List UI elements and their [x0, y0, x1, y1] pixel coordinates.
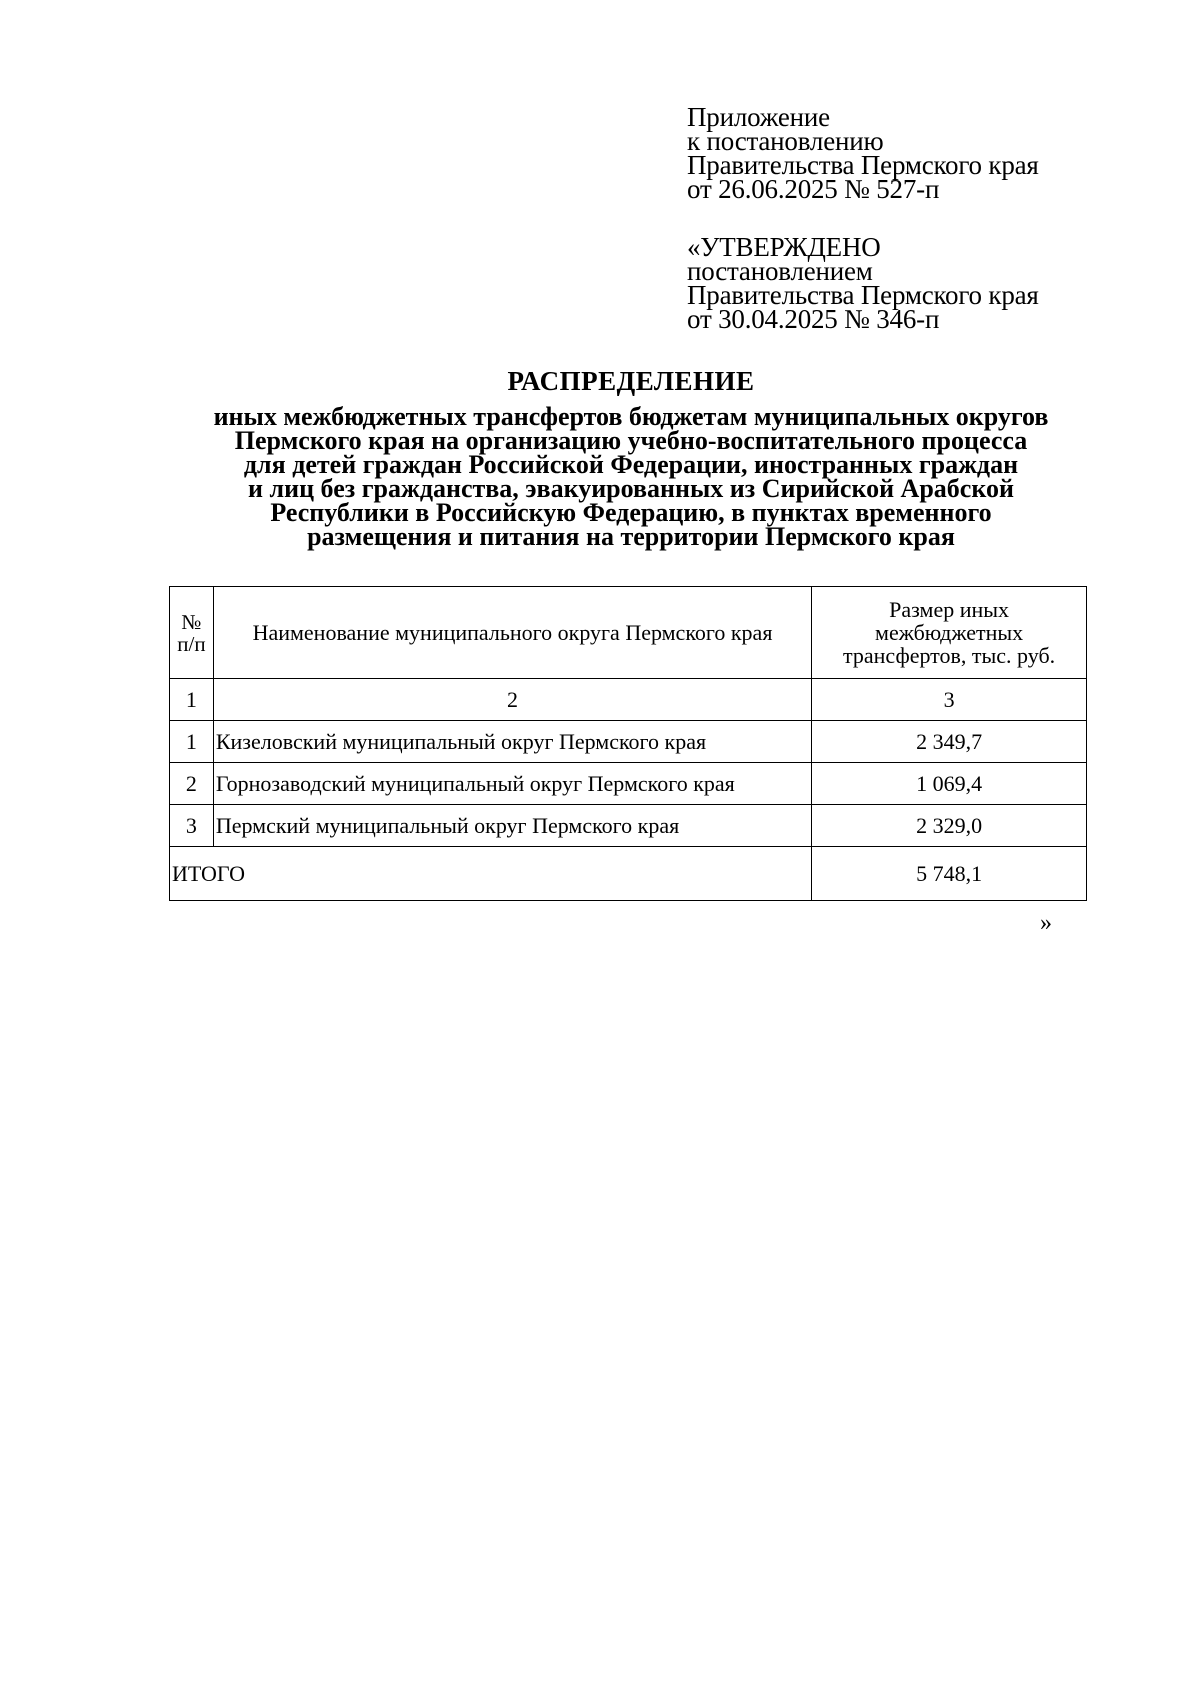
subtitle-line: и лиц без гражданства, эвакуированных из Сирийской Арабской — [248, 474, 1014, 503]
closing-quote-mark: » — [1040, 910, 1052, 936]
row-amount: 1 069,4 — [812, 763, 1087, 805]
appendix-line-3: Правительства Пермского края — [687, 150, 1039, 180]
total-amount: 5 748,1 — [812, 847, 1087, 901]
subtitle-line: Пермского края на организацию учебно-воспитательного процесса — [234, 426, 1028, 455]
header-amount-line-2: межбюджетных — [875, 620, 1024, 645]
header-amount-line-3: трансфертов, тыс. руб. — [843, 643, 1056, 668]
document-title: РАСПРЕДЕЛЕНИЕ — [507, 366, 755, 396]
row-municipality: Пермский муниципальный округ Пермского края — [213, 805, 811, 847]
header-transfer-amount — [812, 587, 1087, 679]
subtitle-line: размещения и питания на территории Пермского края — [307, 522, 955, 551]
row-number: 1 — [170, 721, 214, 763]
approved-line-2: постановлением — [687, 256, 873, 286]
approved-line-3: Правительства Пермского края — [687, 280, 1039, 310]
header-number — [170, 587, 214, 679]
approved-line-1: «УТВЕРЖДЕНО — [687, 232, 881, 262]
appendix-line-4: от 26.06.2025 № 527-п — [687, 174, 940, 204]
row-municipality: Горнозаводский муниципальный округ Пермского края — [213, 763, 811, 805]
total-row — [170, 847, 1087, 901]
subtitle-line: иных межбюджетных трансфертов бюджетам муниципальных округов — [213, 402, 1049, 431]
header-amount-line-1: Размер иных — [889, 597, 1010, 622]
header-number-line-2: п/п — [177, 631, 206, 656]
table-row — [170, 805, 1087, 847]
row-amount: 2 349,7 — [812, 721, 1087, 763]
subtitle-line: Республики в Российскую Федерацию, в пунктах временного — [270, 498, 992, 527]
header-number-line-1: № — [181, 609, 202, 634]
document-subtitle — [160, 402, 1102, 551]
appendix-line-1: Приложение — [687, 102, 830, 132]
total-label: ИТОГО — [170, 847, 812, 901]
row-amount: 2 329,0 — [812, 805, 1087, 847]
appendix-reference — [687, 102, 1107, 204]
header-municipality-name: Наименование муниципального округа Пермского края — [213, 587, 811, 679]
table-header-row — [170, 587, 1087, 679]
row-number: 3 — [170, 805, 214, 847]
table-row — [170, 763, 1087, 805]
appendix-line-2: к постановлению — [687, 126, 884, 156]
table-row — [170, 721, 1087, 763]
approval-stamp-text — [687, 232, 1107, 334]
approved-line-4: от 30.04.2025 № 346-п — [687, 304, 940, 334]
column-index-cell: 2 — [213, 679, 811, 721]
distribution-table — [169, 586, 1087, 901]
row-municipality: Кизеловский муниципальный округ Пермского края — [213, 721, 811, 763]
row-number: 2 — [170, 763, 214, 805]
column-index-row — [170, 679, 1087, 721]
subtitle-line: для детей граждан Российской Федерации, иностранных граждан — [243, 450, 1019, 479]
column-index-cell: 1 — [170, 679, 214, 721]
column-index-cell: 3 — [812, 679, 1087, 721]
